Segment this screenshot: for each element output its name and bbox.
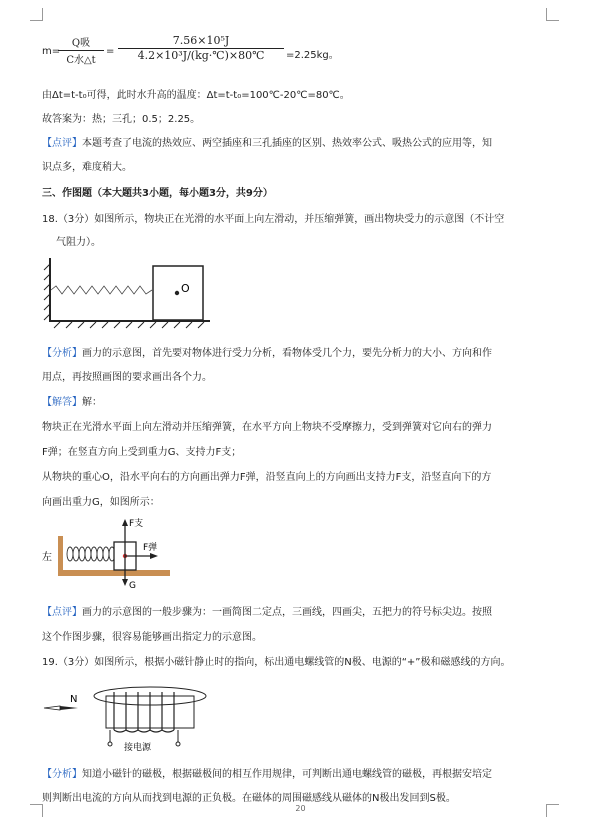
comment-line-1 (42, 134, 492, 149)
power-label: 接电源 (124, 743, 152, 752)
text-line-1: 由Δt=t-t₀可得，此时水升高的温度：Δt=t-t₀=100℃-20℃=80℃。 (42, 90, 350, 101)
analysis-text: 画力的示意图，首先要对物体进行受力分析，看物体受几个力，要先分析力的大小、方向和作 (82, 348, 492, 359)
analysis-tag: 【分析】 (42, 348, 82, 359)
section-heading: 三、作图题（本大题共3小题，每小题3分，共9分） (42, 188, 273, 199)
formula-eq: = (106, 46, 115, 57)
comment-text: 本题考查了电流的热效应、两空插座和三孔插座的区别、热效率公式、吸热公式的应用等，知 (82, 138, 492, 149)
question-18-line-2: 气阻力）。 (56, 237, 101, 248)
text-line-2: 故答案为：热；三孔；0.5；2.25。 (42, 114, 201, 125)
solution-label-line (42, 393, 102, 408)
question-18-line-1: 18.（3分）如图所示，物块正在光滑的水平面上向左滑动，并压缩弹簧，画出物块受力的示意图（不计空 (42, 214, 505, 225)
formula-result: =2.25kg。 (286, 50, 339, 61)
comment-tag: 【点评】 (42, 138, 82, 149)
formula-lhs: m= (42, 46, 61, 57)
analysis-line-2: 用点，再按照画图的要求画出各个力。 (42, 372, 212, 383)
question-19: 19.（3分）如图所示，根据小磁针静止时的指向，标出通电螺线管的N极、电源的“+”极和磁感线的方向。 (42, 657, 511, 668)
evaluation-text: 画力的示意图的一般步骤为：一画简图二定点，三画线，四画尖，五把力的符号标尖边。按照 (82, 607, 492, 618)
solution-line-2: F弹；在竖直方向上受到重力G、支持力F支； (42, 447, 242, 458)
analysis19-line-1 (42, 765, 492, 780)
analysis-line-1 (42, 344, 492, 359)
solution-line-4: 向画出重力G，如图所示： (42, 497, 160, 508)
formula-frac1-den: C水△t (58, 50, 104, 66)
evaluation-tag: 【点评】 (42, 607, 82, 618)
figure-solenoid (40, 680, 220, 752)
solution-line-3: 从物块的重心O，沿水平向右的方向画出弹力F弹，沿竖直向上的方向画出支持力F支，沿竖直向下的方 (42, 472, 492, 483)
corner-mark-tr (546, 8, 559, 21)
analysis19-text: 知道小磁针的磁极，根据磁极间的相互作用规律，可判断出通电螺线管的磁极，再根据安培定 (82, 769, 492, 780)
figure-force-diagram (40, 514, 190, 594)
left-label: 左 (42, 552, 52, 563)
comment-line-2: 识点多，难度稍大。 (42, 162, 132, 173)
center-label-o: O (181, 282, 190, 295)
formula-frac2-den: 4.2×10³J/(kg·℃)×80℃ (118, 48, 284, 62)
analysis19-tag: 【分析】 (42, 769, 82, 780)
evaluation-line-2: 这个作图步骤，很容易能够画出指定力的示意图。 (42, 632, 262, 643)
formula-frac2-num: 7.56×10⁵J (172, 34, 230, 47)
solution-prefix: 解： (82, 397, 102, 408)
spring-force-label: F弹 (143, 543, 158, 553)
page-number: 20 (295, 804, 306, 813)
support-force-label: F支 (129, 519, 144, 529)
figure-spring-block (40, 254, 220, 330)
needle-n-label: N (70, 694, 78, 705)
analysis19-line-2: 则判断出电流的方向从而找到电源的正负极。在磁体的周围磁感线从磁体的N极出发回到S极。 (42, 793, 456, 804)
formula-frac1-num: Q吸 (71, 38, 91, 49)
gravity-label: G (129, 581, 136, 591)
solution-tag: 【解答】 (42, 397, 82, 408)
corner-mark-tl (30, 8, 43, 21)
evaluation-line-1 (42, 603, 492, 618)
solution-line-1: 物块正在光滑水平面上向左滑动并压缩弹簧，在水平方向上物块不受摩擦力，受到弹簧对它向右的弹力 (42, 422, 492, 433)
